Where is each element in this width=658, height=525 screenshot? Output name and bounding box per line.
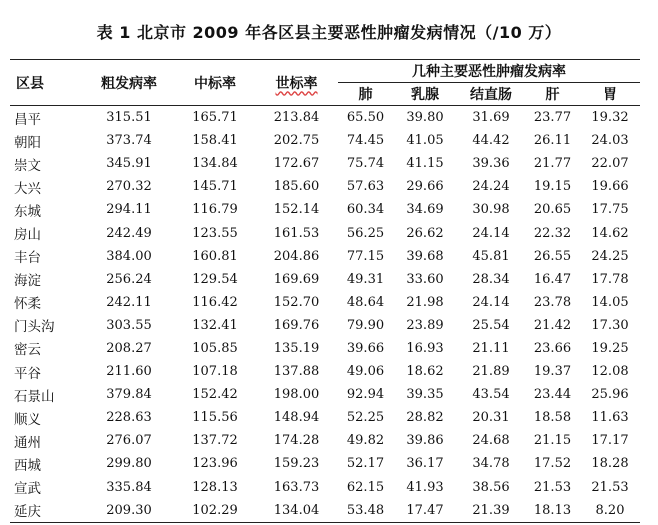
- crude-rate-cell: 303.55: [106, 317, 152, 333]
- table-row: [10, 198, 640, 221]
- crude-rate-cell: 242.49: [106, 225, 152, 241]
- china-std-cell: 158.41: [192, 133, 238, 149]
- header-stomach: 胃: [580, 83, 640, 106]
- district-name: 崇文: [14, 157, 41, 174]
- china-std-cell: 128.13: [192, 479, 238, 495]
- breast-cell: 41.15: [406, 156, 444, 172]
- breast-cell: 17.47: [393, 499, 457, 523]
- world-std-cell: 134.04: [255, 499, 338, 523]
- world-std-cell: 159.23: [273, 456, 320, 472]
- china-std-cell: 137.72: [192, 433, 238, 449]
- table-body: [10, 106, 640, 523]
- world-std-cell: 152.70: [273, 294, 320, 310]
- table-row: [10, 291, 640, 314]
- china-std-cell: 115.56: [192, 410, 238, 426]
- world-std-cell: 152.14: [273, 202, 320, 218]
- header-liver: 肝: [525, 83, 580, 106]
- colorectal-cell: 24.14: [472, 294, 510, 310]
- lung-cell: 53.48: [338, 499, 393, 523]
- liver-cell: 18.58: [533, 410, 572, 426]
- crude-rate-cell: 242.11: [106, 294, 152, 310]
- lung-cell: 79.90: [346, 317, 385, 333]
- china-std-cell: 134.84: [192, 156, 238, 172]
- stomach-cell: 17.78: [591, 271, 629, 287]
- stomach-cell: 14.05: [591, 294, 629, 310]
- breast-cell: 39.68: [406, 248, 444, 264]
- table-title: 表 1 北京市 2009 年各区县主要恶性肿瘤发病情况（/10 万）: [96, 23, 562, 42]
- crude-rate-cell: 384.00: [106, 248, 152, 264]
- stomach-cell: 14.62: [591, 225, 629, 241]
- colorectal-cell: 24.68: [472, 433, 510, 449]
- header-district: 区县: [10, 60, 83, 106]
- district-name: 密云: [14, 342, 41, 359]
- china-std-cell: 116.79: [192, 202, 238, 218]
- stomach-cell: 17.75: [591, 202, 629, 218]
- lung-cell: 92.94: [346, 387, 385, 403]
- breast-cell: 29.66: [406, 179, 444, 195]
- stomach-cell: 8.20: [580, 499, 640, 523]
- table-row: [10, 383, 640, 406]
- table-row: [10, 452, 640, 475]
- breast-cell: 39.86: [406, 433, 444, 449]
- stomach-cell: 17.30: [591, 317, 629, 333]
- crude-rate-cell: 256.24: [106, 271, 152, 287]
- district-name: 门头沟: [14, 319, 55, 336]
- stomach-cell: 25.96: [591, 387, 629, 403]
- crude-rate-cell: 211.60: [106, 364, 152, 380]
- table-row: [10, 129, 640, 152]
- crude-rate-cell: 270.32: [106, 179, 152, 195]
- lung-cell: 57.63: [346, 179, 385, 195]
- colorectal-cell: 25.54: [472, 317, 510, 333]
- table-row: [10, 268, 640, 291]
- lung-cell: 62.15: [346, 479, 385, 495]
- table-row: [10, 245, 640, 268]
- china-std-cell: 152.42: [192, 387, 238, 403]
- lung-cell: 60.34: [346, 202, 385, 218]
- colorectal-cell: 30.98: [472, 202, 510, 218]
- liver-cell: 22.32: [533, 225, 572, 241]
- district-name: 朝阳: [14, 134, 41, 151]
- header-breast: 乳腺: [393, 83, 457, 106]
- breast-cell: 41.05: [406, 133, 444, 149]
- colorectal-cell: 43.54: [472, 387, 510, 403]
- world-std-cell: 202.75: [273, 133, 320, 149]
- crude-rate-cell: 315.51: [106, 110, 152, 126]
- breast-cell: 41.93: [406, 479, 444, 495]
- table-row: [10, 499, 640, 523]
- table-row: [10, 406, 640, 429]
- lung-cell: 56.25: [346, 225, 385, 241]
- colorectal-cell: 21.39: [457, 499, 525, 523]
- china-std-cell: 105.85: [192, 340, 238, 356]
- world-std-cell: 185.60: [273, 179, 320, 195]
- liver-cell: 19.37: [533, 364, 572, 380]
- china-std-cell: 132.41: [192, 317, 238, 333]
- liver-cell: 21.42: [533, 317, 572, 333]
- table-row: [10, 221, 640, 244]
- breast-cell: 21.98: [406, 294, 444, 310]
- china-std-cell: 102.29: [175, 499, 255, 523]
- lung-cell: 52.17: [346, 456, 385, 472]
- colorectal-cell: 21.11: [472, 340, 510, 356]
- breast-cell: 26.62: [406, 225, 444, 241]
- table-row: [10, 429, 640, 452]
- liver-cell: 26.11: [533, 133, 572, 149]
- lung-cell: 77.15: [346, 248, 385, 264]
- table-row: [10, 175, 640, 198]
- crude-rate-cell: 208.27: [106, 340, 152, 356]
- header-china-std-rate: 中标率: [175, 60, 255, 106]
- stomach-cell: 11.63: [591, 410, 629, 426]
- district-name: 宣武: [14, 481, 41, 498]
- china-std-cell: 116.42: [192, 294, 238, 310]
- table-row: [10, 360, 640, 383]
- liver-cell: 20.65: [533, 202, 572, 218]
- stomach-cell: 17.17: [591, 433, 629, 449]
- world-std-cell: 204.86: [273, 248, 320, 264]
- colorectal-cell: 38.56: [472, 479, 510, 495]
- breast-cell: 36.17: [406, 456, 444, 472]
- table-header: [10, 60, 640, 106]
- lung-cell: 74.45: [346, 133, 385, 149]
- stomach-cell: 22.07: [591, 156, 629, 172]
- table-row: [10, 152, 640, 175]
- colorectal-cell: 28.34: [472, 271, 510, 287]
- lung-cell: 65.50: [346, 110, 385, 126]
- district-name: 顺义: [14, 411, 41, 428]
- world-std-cell: 174.28: [273, 433, 320, 449]
- lung-cell: 49.82: [346, 433, 385, 449]
- table-row: [10, 106, 640, 130]
- breast-cell: 34.69: [406, 202, 444, 218]
- stomach-cell: 24.03: [591, 133, 629, 149]
- world-std-cell: 137.88: [273, 364, 320, 380]
- table-row: [10, 476, 640, 499]
- stomach-cell: 21.53: [591, 479, 629, 495]
- district-name: 怀柔: [14, 296, 41, 313]
- lung-cell: 75.74: [346, 156, 385, 172]
- stomach-cell: 19.32: [591, 110, 629, 126]
- liver-cell: 17.52: [533, 456, 572, 472]
- district-name: 房山: [14, 227, 41, 244]
- lung-cell: 49.31: [346, 271, 385, 287]
- liver-cell: 21.77: [533, 156, 572, 172]
- world-std-cell: 163.73: [273, 479, 320, 495]
- district-name: 石景山: [14, 388, 55, 405]
- stomach-cell: 19.66: [591, 179, 629, 195]
- crude-rate-cell: 299.80: [106, 456, 152, 472]
- china-std-cell: 129.54: [192, 271, 238, 287]
- liver-cell: 16.47: [533, 271, 572, 287]
- china-std-cell: 123.55: [192, 225, 238, 241]
- colorectal-cell: 21.89: [472, 364, 510, 380]
- world-std-cell: 169.76: [273, 317, 320, 333]
- district-name: 丰台: [14, 250, 41, 267]
- district-name: 海淀: [14, 273, 41, 290]
- world-std-cell: 169.69: [273, 271, 320, 287]
- district-name: 大兴: [14, 180, 41, 197]
- breast-cell: 39.35: [406, 387, 444, 403]
- china-std-cell: 165.71: [192, 110, 238, 126]
- incidence-table: [10, 59, 640, 523]
- colorectal-cell: 20.31: [472, 410, 510, 426]
- crude-rate-cell: 276.07: [106, 433, 152, 449]
- breast-cell: 33.60: [406, 271, 444, 287]
- liver-cell: 23.78: [533, 294, 572, 310]
- world-std-cell: 198.00: [273, 387, 320, 403]
- lung-cell: 39.66: [346, 340, 385, 356]
- world-std-cell: 213.84: [273, 110, 320, 126]
- breast-cell: 16.93: [406, 340, 444, 356]
- crude-rate-cell: 345.91: [106, 156, 152, 172]
- crude-rate-cell: 209.30: [83, 499, 175, 523]
- stomach-cell: 12.08: [591, 364, 629, 380]
- world-std-cell: 172.67: [273, 156, 320, 172]
- table-row: [10, 337, 640, 360]
- header-major-cancer-group: 几种主要恶性肿瘤发病率: [338, 60, 640, 83]
- china-std-cell: 123.96: [192, 456, 238, 472]
- table-row: [10, 314, 640, 337]
- crude-rate-cell: 373.74: [106, 133, 152, 149]
- colorectal-cell: 34.78: [472, 456, 510, 472]
- colorectal-cell: 44.42: [472, 133, 510, 149]
- header-colorectal: 结直肠: [457, 83, 525, 106]
- district-name: 西城: [14, 457, 41, 474]
- crude-rate-cell: 335.84: [106, 479, 152, 495]
- china-std-cell: 160.81: [192, 248, 238, 264]
- breast-cell: 18.62: [406, 364, 444, 380]
- colorectal-cell: 24.14: [472, 225, 510, 241]
- stomach-cell: 24.25: [591, 248, 629, 264]
- header-world-std-label: 世标率: [275, 75, 318, 92]
- liver-cell: 23.44: [533, 387, 572, 403]
- lung-cell: 48.64: [346, 294, 385, 310]
- liver-cell: 19.15: [533, 179, 572, 195]
- liver-cell: 23.77: [533, 110, 572, 126]
- crude-rate-cell: 228.63: [106, 410, 152, 426]
- liver-cell: 23.66: [533, 340, 572, 356]
- breast-cell: 39.80: [406, 110, 444, 126]
- district-name: 平谷: [14, 365, 41, 382]
- world-std-cell: 148.94: [273, 410, 320, 426]
- world-std-cell: 135.19: [273, 340, 320, 356]
- header-lung: 肺: [338, 83, 393, 106]
- colorectal-cell: 31.69: [472, 110, 510, 126]
- liver-cell: 18.13: [525, 499, 580, 523]
- header-crude-rate: 粗发病率: [83, 60, 175, 106]
- crude-rate-cell: 379.84: [106, 387, 152, 403]
- district-name: 通州: [14, 434, 41, 451]
- china-std-cell: 145.71: [192, 179, 238, 195]
- liver-cell: 21.53: [533, 479, 572, 495]
- world-std-cell: 161.53: [273, 225, 320, 241]
- china-std-cell: 107.18: [192, 364, 238, 380]
- district-name: 延庆: [10, 499, 83, 523]
- district-name: 东城: [14, 203, 41, 220]
- stomach-cell: 18.28: [591, 456, 629, 472]
- breast-cell: 28.82: [406, 410, 444, 426]
- breast-cell: 23.89: [406, 317, 444, 333]
- header-world-std-rate: [255, 60, 338, 106]
- liver-cell: 21.15: [533, 433, 572, 449]
- district-name: 昌平: [14, 111, 41, 128]
- colorectal-cell: 24.24: [472, 179, 510, 195]
- lung-cell: 49.06: [346, 364, 385, 380]
- crude-rate-cell: 294.11: [106, 202, 152, 218]
- colorectal-cell: 45.81: [472, 248, 510, 264]
- stomach-cell: 19.25: [591, 340, 629, 356]
- liver-cell: 26.55: [533, 248, 572, 264]
- lung-cell: 52.25: [346, 410, 385, 426]
- colorectal-cell: 39.36: [472, 156, 510, 172]
